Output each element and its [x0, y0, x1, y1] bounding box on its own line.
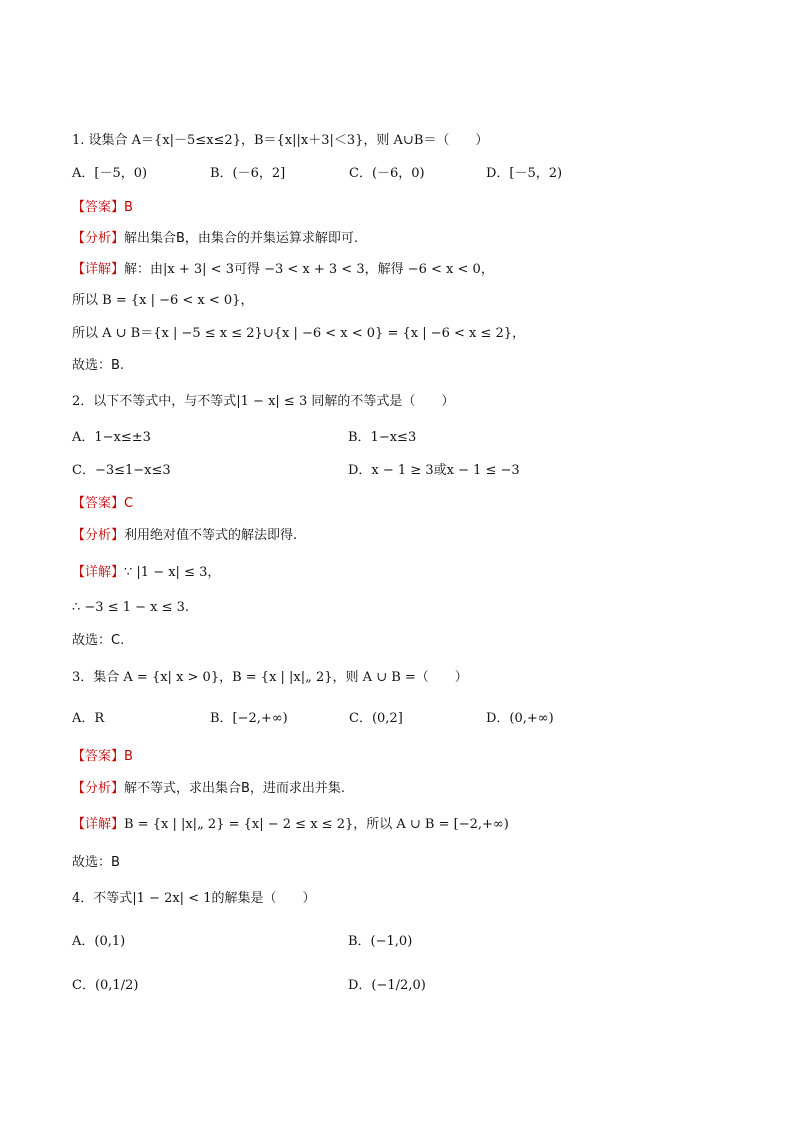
q2-conclusion: 故选：C.	[72, 633, 125, 648]
q1-detail-line-2: 所以 B = {x | −6 < x < 0}，	[72, 293, 254, 308]
answer-value: B	[124, 200, 133, 215]
q4-option-d: D．(−1/2,0)	[348, 978, 426, 993]
q1-option-a: A．[－5，0)	[72, 166, 148, 181]
q2-option-c: C．−3≤1−x≤3	[72, 463, 171, 478]
q2-option-d: D．x − 1 ≥ 3或x − 1 ≤ −3	[348, 463, 520, 478]
q3-analysis	[72, 780, 345, 798]
q4-option-a: A．(0,1)	[72, 934, 126, 949]
q1-option-b: B．(－6，2]	[210, 166, 286, 181]
analysis-tag: 【分析】	[72, 528, 125, 543]
q2-analysis	[72, 527, 297, 545]
detail-line: 解：由|x + 3| < 3可得 −3 < x + 3 < 3，解得 −6 < x < 0，	[124, 262, 494, 277]
q3-option-c: C．(0,2]	[349, 711, 403, 726]
q4-option-b: B．(−1,0)	[348, 934, 413, 949]
detail-tag: 【详解】	[72, 262, 125, 277]
q3-conclusion: 故选：B	[72, 855, 120, 870]
q1-option-c: C．(－6，0)	[349, 166, 425, 181]
detail-tag: 【详解】	[72, 817, 125, 832]
analysis-text: 解出集合B，由集合的并集运算求解即可.	[124, 231, 359, 246]
detail-line: B = {x | |x|„ 2} = {x| − 2 ≤ x ≤ 2}，所以 A ∪ B = [−2,+∞)	[124, 817, 509, 832]
q1-detail-line-3: 所以 A ∪ B＝{x | −5 ≤ x ≤ 2}∪{x | −6 < x < 0} = {x | −6 < x ≤ 2}，	[72, 326, 526, 341]
answer-value: C	[124, 496, 134, 511]
analysis-tag: 【分析】	[72, 231, 125, 246]
answer-tag: 【答案】	[72, 496, 125, 511]
answer-tag: 【答案】	[72, 200, 125, 215]
answer-tag: 【答案】	[72, 749, 125, 764]
q1-answer	[72, 199, 133, 217]
detail-tag: 【详解】	[72, 565, 125, 580]
q1-conclusion: 故选：B.	[72, 358, 125, 373]
q3-option-b: B．[−2,+∞)	[210, 711, 288, 726]
detail-line: ∵ |1 − x| ≤ 3，	[124, 565, 221, 580]
q3-option-a: A．R	[72, 711, 105, 726]
question-1-stem: 1. 设集合 A＝{x|－5≤x≤2}，B＝{x||x＋3|＜3}，则 A∪B＝（ ）	[72, 133, 489, 148]
q1-detail	[72, 261, 494, 279]
answer-value: B	[124, 749, 133, 764]
question-2-stem: 2．以下不等式中，与不等式|1 − x| ≤ 3 同解的不等式是（ ）	[72, 394, 455, 409]
q1-option-d: D．[－5，2)	[486, 166, 563, 181]
analysis-text: 利用绝对值不等式的解法即得.	[124, 528, 298, 543]
q3-option-d: D．(0,+∞)	[486, 711, 554, 726]
q1-analysis	[72, 230, 358, 248]
q2-answer	[72, 495, 133, 513]
q2-option-a: A．1−x≤±3	[72, 430, 151, 445]
q3-detail	[72, 816, 509, 834]
question-4-stem: 4．不等式|1 − 2x| < 1的解集是（ ）	[72, 891, 316, 906]
q2-detail-line-2: ∴ −3 ≤ 1 − x ≤ 3.	[72, 600, 190, 615]
analysis-text: 解不等式，求出集合B，进而求出并集.	[124, 781, 346, 796]
q3-answer	[72, 748, 133, 766]
q2-option-b: B．1−x≤3	[348, 430, 417, 445]
q4-option-c: C．(0,1/2)	[72, 978, 139, 993]
question-3-stem: 3．集合 A = {x| x > 0}，B = {x | |x|„ 2}，则 A ∪ B =（ ）	[72, 670, 468, 685]
analysis-tag: 【分析】	[72, 781, 125, 796]
q2-detail	[72, 564, 220, 582]
